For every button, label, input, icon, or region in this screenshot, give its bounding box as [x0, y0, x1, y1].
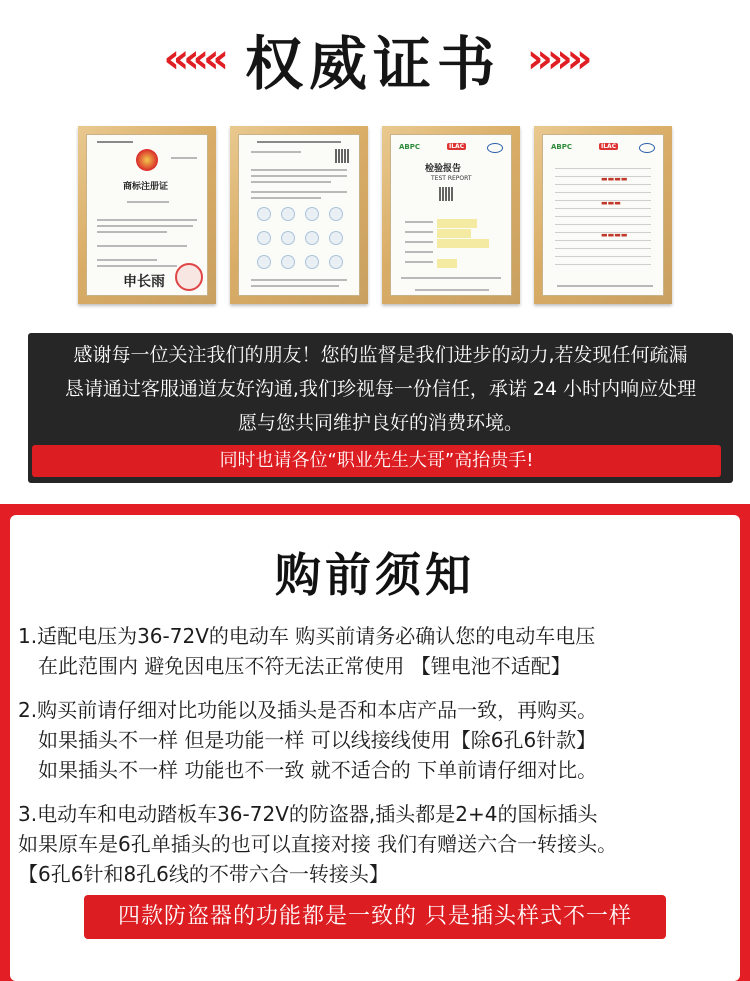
- watermark-icon: [305, 207, 319, 221]
- certificate-authorization[interactable]: [230, 126, 368, 304]
- abpc-logo-icon: ABPC: [399, 143, 421, 151]
- watermark-icon: [305, 255, 319, 269]
- notice-highlight-bar: 同时也请各位“职业先生大哥”高抬贵手!: [32, 445, 721, 477]
- certificate-trademark[interactable]: [78, 126, 216, 304]
- note-line: 【6孔6针和8孔6线的不带六合一转接头】: [18, 862, 389, 886]
- ilac-logo-icon: ILAC: [601, 143, 617, 150]
- watermark-icon: [329, 231, 343, 245]
- note-line: 在此范围内 避免因电压不符无法正常使用 【锂电池不适配】: [38, 654, 571, 678]
- certificate-heading: 商标注册证: [123, 182, 169, 192]
- section-header: [0, 14, 750, 104]
- certificate-test-report[interactable]: [382, 126, 520, 304]
- watermark-icon: [281, 207, 295, 221]
- cnas-logo-icon: [487, 143, 503, 153]
- note-line: 1.适配电压为36-72V的电动车 购买前请务必确认您的电动车电压: [18, 624, 596, 648]
- note-item-3: [18, 799, 740, 889]
- watermark-icon: [257, 231, 271, 245]
- notice-line: 愿与您共同维护良好的消费环境。: [237, 412, 523, 434]
- red-seal-icon: [175, 263, 203, 291]
- qr-code-icon: [439, 187, 453, 201]
- report-heading: 检验报告: [425, 164, 462, 174]
- note-item-2: [18, 695, 740, 785]
- abpc-logo-icon: ABPC: [551, 143, 573, 151]
- report-subheading: TEST REPORT: [431, 175, 472, 182]
- watermark-icon: [329, 255, 343, 269]
- purchase-notes-section: [0, 504, 750, 981]
- note-line: 2.购买前请仔细对比功能以及插头是否和本店产品一致，再购买。: [18, 698, 598, 722]
- certificate-paper: [238, 134, 360, 296]
- certificate-test-detail[interactable]: [534, 126, 672, 304]
- certificate-paper: [390, 134, 512, 296]
- qr-code-icon: [335, 149, 349, 163]
- purchase-notes-card: [10, 515, 740, 981]
- note-line: 如果原车是6孔单插头的也可以直接对接 我们有赠送六合一转接头。: [18, 832, 618, 856]
- watermark-icon: [329, 207, 343, 221]
- notice-line: 感谢每一位关注我们的朋友！您的监督是我们进步的动力,若发现任何疏漏: [73, 344, 688, 366]
- signature: 申长雨: [123, 274, 165, 290]
- purchase-notes-title: 购前须知: [275, 548, 475, 602]
- ilac-logo-icon: ILAC: [449, 143, 465, 150]
- watermark-icon: [305, 231, 319, 245]
- note-line: 3.电动车和电动踏板车36-72V的防盗器,插头都是2+4的国标插头: [18, 802, 598, 826]
- chevrons-left-icon: «««: [163, 36, 223, 82]
- cnas-logo-icon: [639, 143, 655, 153]
- note-line: 如果插头不一样 功能也不一致 就不适合的 下单前请仔细对比。: [38, 758, 598, 782]
- bottom-banner: 四款防盗器的功能都是一致的 只是插头样式不一样: [84, 895, 666, 939]
- certificate-paper: ABPC ILAC ▬▬▬▬ ▬▬▬ ▬▬▬▬: [542, 134, 664, 296]
- watermark-icon: [257, 255, 271, 269]
- customer-notice-panel: [28, 333, 733, 483]
- national-emblem-icon: [136, 149, 158, 171]
- watermark-icon: [281, 231, 295, 245]
- watermark-icon: [257, 207, 271, 221]
- chevrons-right-icon: »»»: [527, 36, 587, 82]
- certificate-gallery: [78, 126, 672, 304]
- page-title: 权威证书: [244, 30, 501, 98]
- note-item-1: [18, 621, 740, 681]
- watermark-icon: [281, 255, 295, 269]
- certificate-paper: [86, 134, 208, 296]
- notice-line: 恳请通过客服通道友好沟通,我们珍视每一份信任，承诺 24 小时内响应处理: [64, 378, 697, 400]
- note-line: 如果插头不一样 但是功能一样 可以线接线使用【除6孔6针款】: [38, 728, 597, 752]
